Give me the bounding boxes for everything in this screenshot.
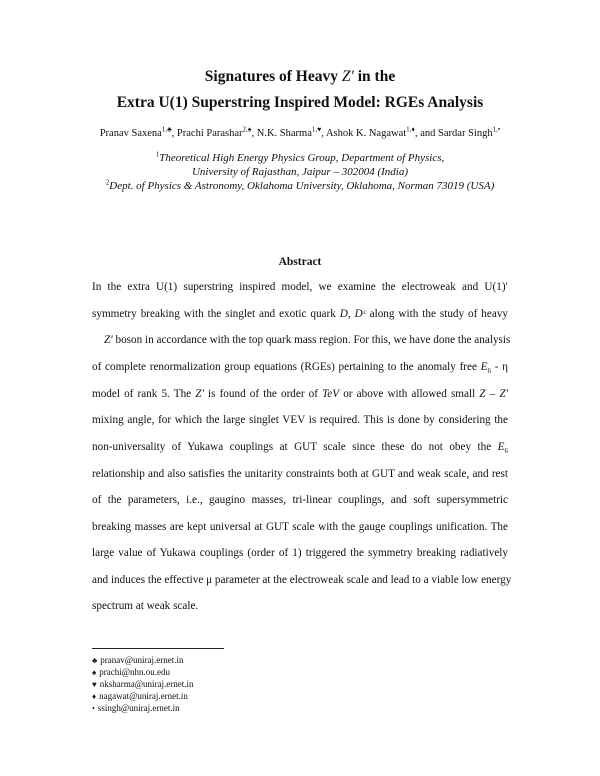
footnote-item: ♠ prachi@nhn.ou.edu (92, 667, 171, 677)
author: Sardar Singh$^{1,•}$ (438, 125, 501, 139)
abstract-line-6: mixing angle, for which the large singlet VEV is required. This is done by considering the (92, 414, 508, 426)
author: Ashok K. Nagawat$^{1,♦}$, and (325, 125, 439, 139)
footnote-item: ♦ nagawat@uniraj.ernet.in (92, 691, 188, 701)
paper-title-line1 (0, 68, 600, 86)
author-list (0, 125, 600, 139)
footnote-rule (92, 648, 224, 649)
abstract-line-3: Z′ boson in accordance with the top quark mass region. For this, we have done the analysis (104, 334, 511, 346)
abstract-line-11: large value of Yukawa couplings (order of 1) triggered the symmetry breaking radiatively (92, 547, 508, 559)
author: N.K. Sharma$^{1,♥}$, (256, 125, 326, 139)
abstract-line-8: relationship and also satisfies the unitarity constraints both at GUT and weak scale, and rest (92, 468, 508, 480)
title-text-end: in the (353, 68, 396, 85)
abstract-line-1: In the extra U(1) superstring inspired model, we examine the electroweak and U(1)′ (92, 281, 508, 293)
abstract-line-7: non-universality of Yukawa couplings at GUT scale since these do not obey the $E_6$ (92, 441, 508, 456)
abstract-line-5: model of rank 5. The Z′ is found of the order of TeV or above with allowed small Z – Z′ (92, 388, 508, 400)
affiliation-2: $^2$Dept. of Physics & Astronomy, Oklahoma University, Oklahoma, Norman 73019 (USA) (105, 178, 495, 192)
abstract-line-10: breaking masses are kept universal at GUT scale with the gauge couplings unification. The (92, 521, 508, 533)
abstract-line-12: and induces the effective μ parameter at the electroweak scale and lead to a viable low energy (92, 574, 512, 586)
abstract-line-9: of the parameters, i.e., gaugino masses, tri-linear couplings, and soft supersymmetric (92, 494, 508, 506)
abstract-line-2: symmetry breaking with the singlet and exotic quark D, Dᶜ along with the study of heavy (92, 308, 509, 320)
footnote-item: ♥ nksharma@uniraj.ernet.in (92, 679, 194, 689)
author: Prachi Parashar$^{2,♠}$, (176, 125, 257, 139)
footnote-item: • ssingh@uniraj.ernet.in (92, 703, 180, 713)
title-symbol: Z′ (341, 68, 354, 85)
paper-title-line2: Extra U(1) Superstring Inspired Model: RGEs Analysis (116, 94, 484, 111)
title-text: Signatures of Heavy (204, 68, 342, 85)
affiliation-1-line1: $^1$Theoretical High Energy Physics Group, Department of Physics, (155, 150, 445, 164)
abstract-heading: Abstract (278, 256, 322, 268)
footnote-item: ♣ pranav@uniraj.ernet.in (92, 655, 184, 665)
abstract-line-4: of complete renormalization group equations (RGEs) pertaining to the anomaly free $E_6$ - η (92, 361, 508, 376)
author: Pranav Saxena$^{1,♣}$, (99, 125, 177, 139)
affiliation-1-line2: University of Rajasthan, Jaipur – 302004 (India) (191, 166, 408, 178)
abstract-line-13: spectrum at weak scale. (92, 600, 199, 612)
